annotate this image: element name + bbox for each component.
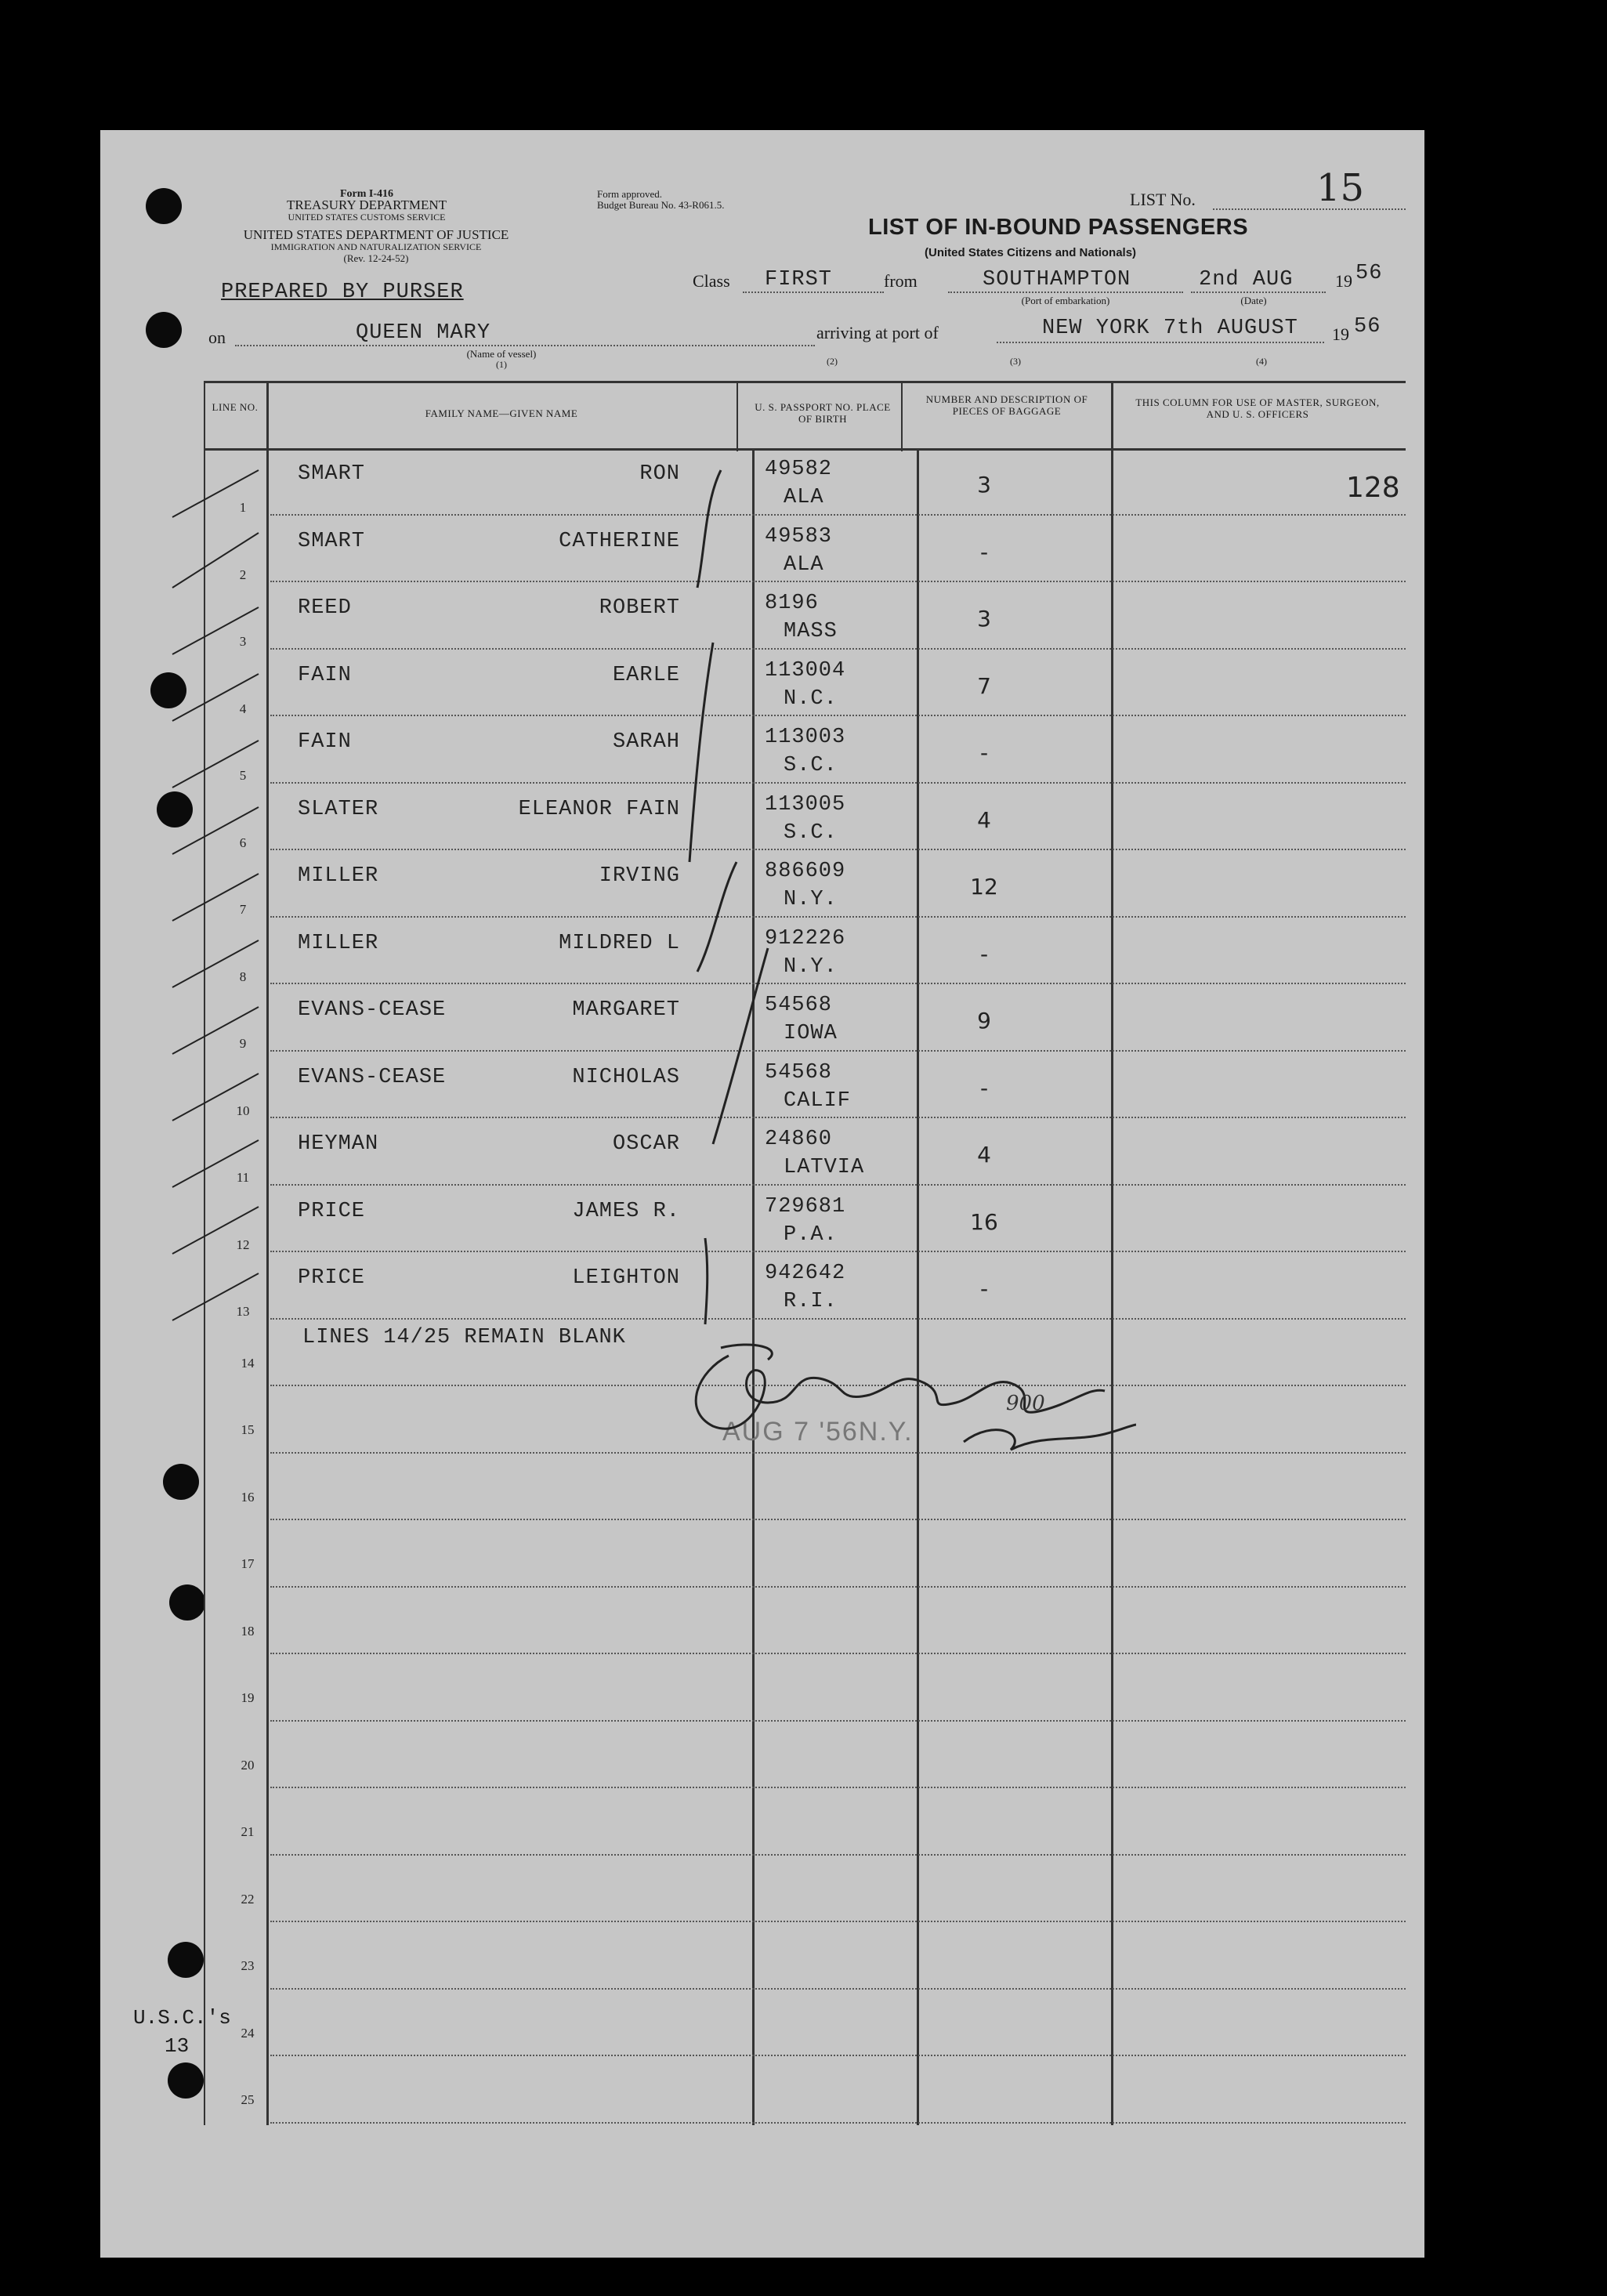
from-value: SOUTHAMPTON xyxy=(983,268,1131,292)
prepared-by: PREPARED BY PURSER xyxy=(221,281,464,304)
row-rule xyxy=(270,1050,1406,1052)
binder-hole xyxy=(168,2062,204,2099)
given-name: EARLE xyxy=(612,663,680,687)
row-rule xyxy=(270,1988,1406,1990)
line-number: 24 xyxy=(241,2025,255,2041)
line-number: 11 xyxy=(236,1170,250,1185)
baggage-count: 7 xyxy=(977,672,991,699)
row-rule xyxy=(270,782,1406,784)
line-number: 25 xyxy=(241,2092,255,2107)
margin-note: U.S.C.'s xyxy=(133,2006,231,2030)
row-rule xyxy=(270,2055,1406,2056)
passport-number: 54568 xyxy=(765,994,833,1017)
list-no-value: 15 xyxy=(1316,166,1365,210)
baggage-count: - xyxy=(979,740,989,766)
department-of-justice: UNITED STATES DEPARTMENT OF JUSTICE xyxy=(243,227,509,242)
row-rule xyxy=(270,514,1406,516)
place-of-birth: IOWA xyxy=(784,1022,838,1045)
place-of-birth: N.Y. xyxy=(784,888,838,911)
line-number: 7 xyxy=(239,902,247,917)
place-of-birth: CALIF xyxy=(784,1088,852,1113)
family-name: HEYMAN xyxy=(298,1132,379,1156)
place-of-birth: R.I. xyxy=(784,1290,838,1313)
row-rule xyxy=(270,849,1406,850)
row-rule xyxy=(270,1519,1406,1520)
passport-number: 113004 xyxy=(765,658,846,683)
arrival-underline xyxy=(997,342,1324,343)
line-number: 10 xyxy=(236,1103,250,1118)
table-header-border xyxy=(204,448,1406,451)
col-num-1: (1) xyxy=(496,359,507,370)
header-officers: THIS COLUMN FOR USE OF MASTER, SURGEON, AND U. S. OFFICERS xyxy=(1135,397,1380,420)
baggage-count: 4 xyxy=(977,806,991,833)
immigration-service: IMMIGRATION AND NATURALIZATION SERVICE xyxy=(270,241,482,252)
vessel-value: QUEEN MARY xyxy=(356,321,491,345)
given-name: SARAH xyxy=(612,730,680,754)
row-rule xyxy=(270,1251,1406,1252)
place-of-birth: ALA xyxy=(784,552,824,577)
baggage-count: 16 xyxy=(970,1208,998,1235)
place-of-birth: ALA xyxy=(784,486,824,509)
list-no-underline xyxy=(1213,208,1406,210)
vessel-caption: (Name of vessel) xyxy=(466,348,537,360)
family-name: MILLER xyxy=(298,864,379,888)
row-rule xyxy=(270,1720,1406,1722)
row-rule xyxy=(270,648,1406,650)
passport-number: 729681 xyxy=(765,1194,846,1219)
line-number: 22 xyxy=(241,1891,255,1907)
header-passport: U. S. PASSPORT NO. PLACE OF BIRTH xyxy=(755,401,891,425)
form-title: LIST OF IN-BOUND PASSENGERS xyxy=(868,215,1249,240)
given-name: CATHERINE xyxy=(559,529,680,553)
year-suffix: 56 xyxy=(1355,262,1383,285)
class-label: Class xyxy=(693,271,730,291)
passport-number: 113003 xyxy=(765,726,846,749)
check-tick-marks xyxy=(157,454,266,1348)
given-name: JAMES R. xyxy=(572,1199,680,1223)
line-number: 17 xyxy=(241,1556,255,1571)
passport-number: 24860 xyxy=(765,1128,833,1151)
baggage-count: 3 xyxy=(977,472,991,498)
line-number: 15 xyxy=(241,1422,255,1437)
place-of-birth: LATVIA xyxy=(784,1156,865,1179)
from-underline xyxy=(948,292,1183,293)
line-number: 18 xyxy=(241,1623,255,1639)
baggage-count: 9 xyxy=(977,1008,991,1034)
binder-hole xyxy=(168,1942,204,1978)
passport-number: 886609 xyxy=(765,860,846,883)
family-name: SMART xyxy=(298,529,366,553)
row-rule xyxy=(270,1184,1406,1186)
margin-number: 13 xyxy=(165,2034,190,2058)
baggage-count: - xyxy=(979,1276,989,1302)
from-label: from xyxy=(884,271,918,291)
passport-number: 942642 xyxy=(765,1262,846,1285)
list-no-label: LIST No. xyxy=(1130,190,1196,209)
given-name: RON xyxy=(639,462,680,486)
baggage-count: 12 xyxy=(970,874,998,900)
baggage-count: - xyxy=(979,538,989,565)
family-name: SMART xyxy=(298,462,366,486)
customs-service: UNITED STATES CUSTOMS SERVICE xyxy=(288,212,446,223)
place-of-birth: S.C. xyxy=(784,754,838,777)
family-name: MILLER xyxy=(298,931,379,955)
line-number: 19 xyxy=(241,1690,255,1705)
passport-col-divider-body xyxy=(917,448,919,2125)
year-prefix-2: 19 xyxy=(1332,324,1349,344)
row-rule xyxy=(270,1787,1406,1788)
name-col-divider xyxy=(737,381,738,451)
year-suffix-2: 56 xyxy=(1354,315,1381,339)
row-rule xyxy=(270,1318,1406,1320)
row-rule xyxy=(270,2122,1406,2124)
given-name: MARGARET xyxy=(572,998,680,1022)
row-rule xyxy=(270,1921,1406,1922)
given-name: ELEANOR FAIN xyxy=(518,797,680,821)
col-num-2: (2) xyxy=(827,356,838,367)
line-number: 5 xyxy=(239,768,247,783)
row-rule xyxy=(270,1586,1406,1588)
header-name: FAMILY NAME—GIVEN NAME xyxy=(425,407,578,419)
given-name: OSCAR xyxy=(612,1132,680,1156)
year-prefix: 19 xyxy=(1335,271,1352,291)
line-number: 13 xyxy=(236,1304,250,1319)
row-rule xyxy=(270,1117,1406,1118)
given-name: LEIGHTON xyxy=(572,1266,680,1290)
date-stamp: AUG 7 '56N.Y. xyxy=(722,1417,914,1447)
baggage-count: 3 xyxy=(977,606,991,632)
binder-hole xyxy=(146,188,182,224)
passport-number: 49582 xyxy=(765,458,833,481)
row-rule xyxy=(270,1653,1406,1654)
verification-strokes xyxy=(642,454,799,1332)
row-rule xyxy=(270,983,1406,984)
family-name: SLATER xyxy=(298,797,379,821)
class-underline xyxy=(743,292,884,293)
binder-hole xyxy=(163,1464,199,1500)
passport-number: 54568 xyxy=(765,1060,833,1085)
baggage-count: - xyxy=(979,940,989,967)
row-rule xyxy=(270,715,1406,716)
place-of-birth: N.C. xyxy=(784,686,838,711)
passport-col-divider xyxy=(901,381,903,451)
family-name: PRICE xyxy=(298,1266,366,1290)
baggage-col-divider xyxy=(1111,381,1113,2125)
family-name: EVANS-CEASE xyxy=(298,998,447,1022)
place-of-birth: S.C. xyxy=(784,820,838,845)
line-number: 9 xyxy=(239,1036,247,1051)
row-rule xyxy=(270,1854,1406,1856)
line-number: 21 xyxy=(241,1824,255,1839)
embark-date-value: 2nd AUG xyxy=(1199,268,1294,292)
treasury-department: TREASURY DEPARTMENT xyxy=(286,197,447,212)
line-number: 6 xyxy=(239,835,247,850)
family-name: PRICE xyxy=(298,1199,366,1223)
line-number: 20 xyxy=(241,1757,255,1773)
line-number: 16 xyxy=(241,1489,255,1505)
col-num-4: (4) xyxy=(1256,356,1267,367)
given-name: NICHOLAS xyxy=(572,1065,680,1089)
family-name: EVANS-CEASE xyxy=(298,1065,447,1089)
line-number: 23 xyxy=(241,1958,255,1973)
date-underline xyxy=(1191,292,1326,293)
date-caption: (Date) xyxy=(1240,295,1267,306)
header-line-no: LINE NO. xyxy=(212,401,259,413)
initials-note: 900 xyxy=(1006,1392,1045,1415)
passport-number: 912226 xyxy=(765,926,846,951)
form-number: Form I-416 xyxy=(339,188,394,200)
revision-date: (Rev. 12-24-52) xyxy=(343,252,409,264)
baggage-count: 4 xyxy=(977,1142,991,1168)
given-name: IRVING xyxy=(599,864,680,888)
table-top-border xyxy=(204,381,1406,383)
line-number: 1 xyxy=(239,500,247,515)
passport-number: 113005 xyxy=(765,792,846,817)
form-approved: Form approved. xyxy=(597,188,663,200)
line-number: 4 xyxy=(239,701,247,716)
class-value: FIRST xyxy=(765,268,833,292)
officer-note: 128 xyxy=(1346,472,1400,504)
place-of-birth: P.A. xyxy=(784,1222,838,1247)
given-name: ROBERT xyxy=(599,596,680,620)
header-baggage: NUMBER AND DESCRIPTION OF PIECES OF BAGGAGE xyxy=(925,393,1088,417)
col-num-3: (3) xyxy=(1010,356,1021,367)
line-number: 8 xyxy=(239,969,247,984)
passport-number: 8196 xyxy=(765,592,819,615)
place-of-birth: N.Y. xyxy=(784,954,838,979)
line-number: 12 xyxy=(236,1237,250,1252)
family-name: FAIN xyxy=(298,663,352,687)
family-name: FAIN xyxy=(298,730,352,754)
row-rule xyxy=(270,581,1406,582)
row-rule xyxy=(270,916,1406,918)
vessel-underline xyxy=(235,345,815,346)
place-of-birth: MASS xyxy=(784,620,838,643)
signature-scribble xyxy=(666,1324,1136,1465)
on-label: on xyxy=(208,328,226,347)
arrival-value: NEW YORK 7th AUGUST xyxy=(1042,317,1298,340)
line-col-divider xyxy=(266,381,269,2125)
line-number: 2 xyxy=(239,567,247,582)
binder-hole xyxy=(169,1584,205,1621)
budget-bureau: Budget Bureau No. 43-R061.5. xyxy=(597,199,725,211)
line-number: 3 xyxy=(239,634,247,649)
baggage-count: - xyxy=(979,1074,989,1101)
remain-blank-note: LINES 14/25 REMAIN BLANK xyxy=(302,1326,626,1349)
binder-hole xyxy=(146,312,182,348)
line-number: 14 xyxy=(241,1355,255,1371)
form-subtitle: (United States Citizens and Nationals) xyxy=(925,246,1137,259)
arriving-label: arriving at port of xyxy=(816,323,939,342)
given-name: MILDRED L xyxy=(559,931,680,955)
passport-number: 49583 xyxy=(765,524,833,549)
port-embark-caption: (Port of embarkation) xyxy=(1021,295,1110,306)
family-name: REED xyxy=(298,596,352,620)
